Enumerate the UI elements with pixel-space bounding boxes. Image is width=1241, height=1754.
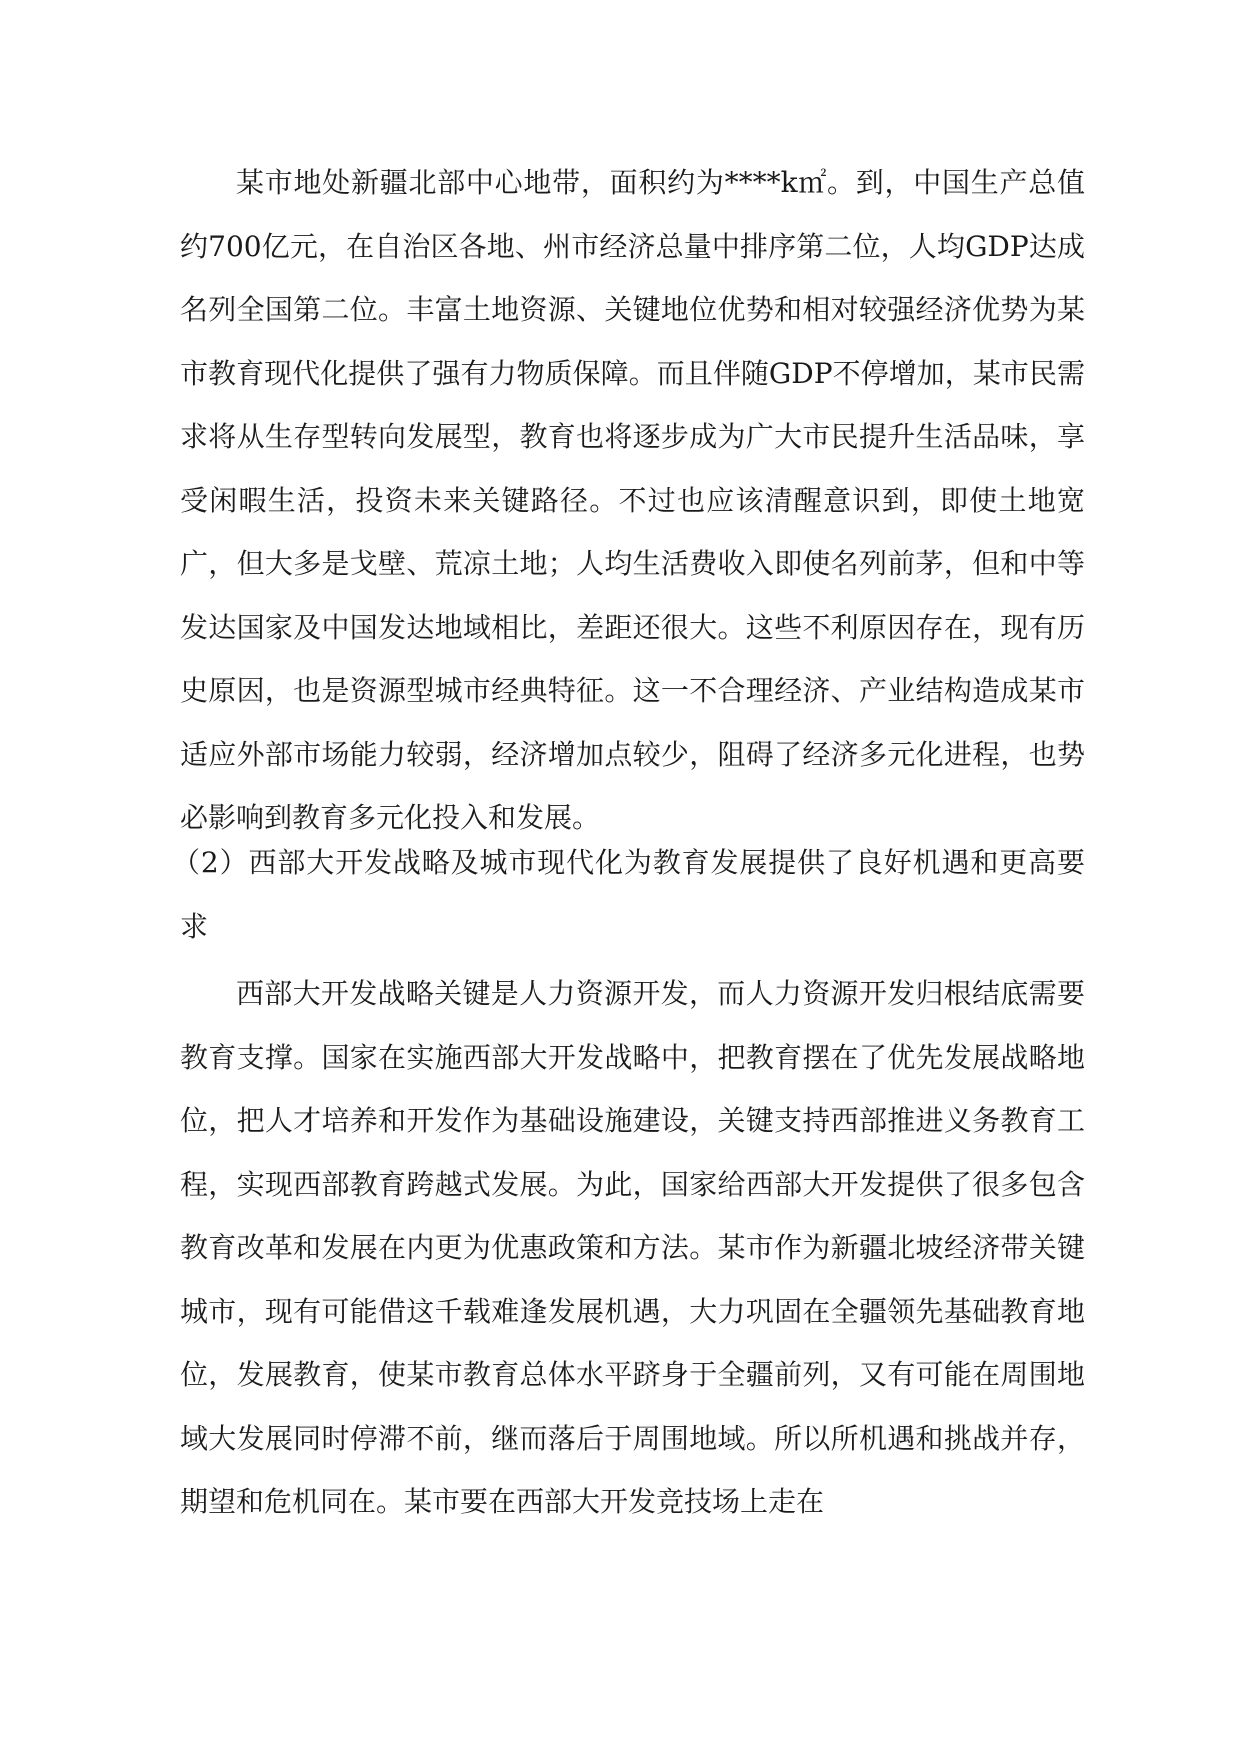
paragraph-western-development: 西部大开发战略关键是人力资源开发，而人力资源开发归根结底需要教育支撑。国家在实施西部大开发战略中，把教育摆在了优先发展战略地位，把人才培养和开发作为基础设施建设，关键支持西部推进义务教育工程，实现西部教育跨越式发展。为此，国家给西部大开发提供了很多包含教育改革和发展在内更为优惠政策和方法。某市作为新疆北坡经济带关键城市，现有可能借这千载难逢发展机遇，大力巩固在全疆领先基础教育地位，发展教育，使某市教育总体水平跻身于全疆前列，又有可能在周围地域大发展同时停滞不前，继而落后于周围地域。所以所机遇和挑战并存，期望和危机同在。某市要在西部大开发竞技场上走在 (180, 977, 1085, 1518)
section-heading-western-development: （2）西部大开发战略及城市现代化为教育发展提供了良好机遇和更高要求 (172, 846, 1085, 943)
paragraph-economy-overview: 某市地处新疆北部中心地带，面积约为****k㎡。到，中国生产总值约700亿元，在自治区各地、州市经济总量中排序第二位，人均GDP达成名列全国第二位。丰富土地资源、关键地位优势和相对较强经济优势为某市教育现代化提供了强有力物质保障。而且伴随GDP不停增加，某市民需求将从生存型转向发展型，教育也将逐步成为广大市民提升生活品味，享受闲暇生活，投资未来关键路径。不过也应该清醒意识到，即使土地宽广，但大多是戈壁、荒凉土地；人均生活费收入即使名列前茅，但和中等发达国家及中国发达地域相比，差距还很大。这些不利原因存在，现有历史原因，也是资源型城市经典特征。这一不合理经济、产业结构造成某市适应外部市场能力较弱，经济增加点较少，阻碍了经济多元化进程，也势必影响到教育多元化投入和发展。 (180, 166, 1085, 834)
